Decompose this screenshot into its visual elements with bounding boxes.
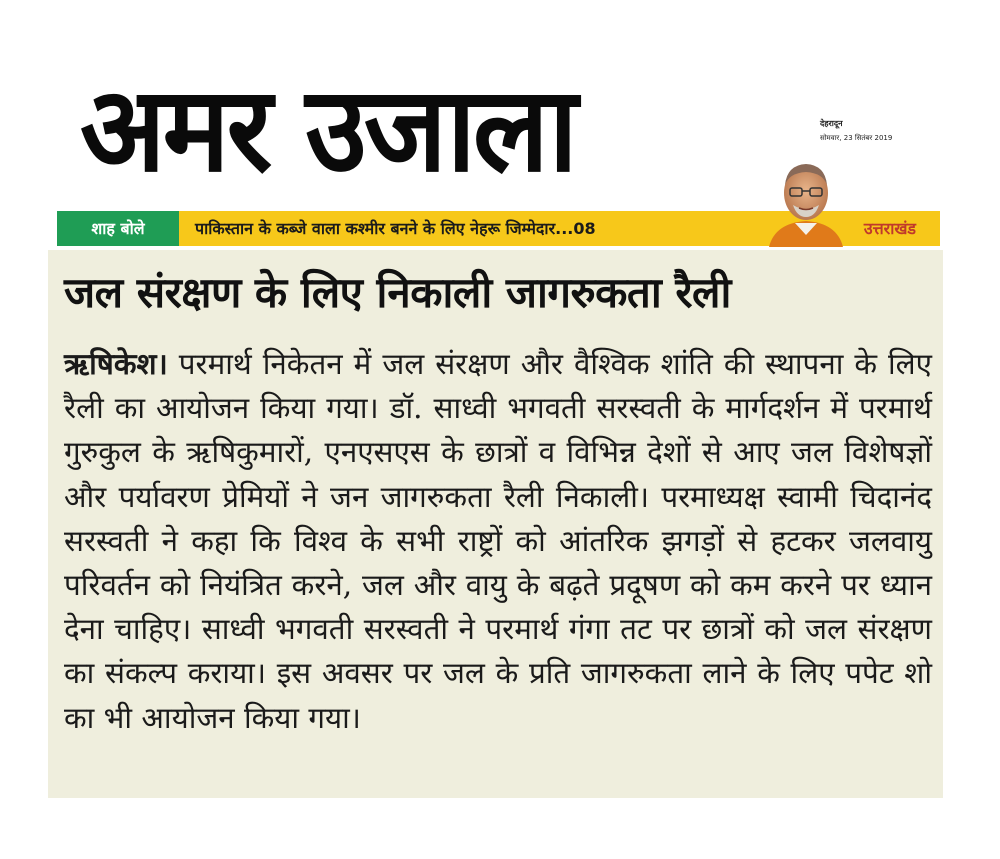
article-headline: जल संरक्षण के लिए निकाली जागरुकता रैली — [64, 268, 731, 317]
edition-city: देहरादून — [820, 119, 843, 128]
article-body — [64, 342, 932, 740]
strip-region: उत्तराखंड — [863, 219, 916, 238]
article — [48, 250, 943, 798]
strip-tag: शाह बोले — [57, 211, 179, 246]
portrait-image — [765, 155, 847, 247]
article-dateline: ऋषिकेश। — [64, 347, 168, 381]
portrait-photo — [765, 155, 847, 247]
masthead-logo: अमर उजाला — [80, 62, 575, 199]
edition-date: सोमवार, 23 सितंबर 2019 — [820, 134, 893, 142]
article-text: परमार्थ निकेतन में जल संरक्षण और वैश्विक शांति की स्थापना के लिए रैली का आयोजन किया गया। डॉ. साध्वी भगवती सरस्वती के मार्गदर्शन में परमार्थ गुरुकुल के ऋषिकुमारों, एनएसएस के छात्रों व विभिन्न देशों से आए जल विशेषज्ञों और पर्यावरण प्रेमियों ने जन जागरुकता रैली निकाली। परमाध्यक्ष स्वामी चिदानंद सरस्वती ने कहा कि विश्व के सभी राष्ट्रों को आंतरिक झगड़ों से हटकर जलवायु परिवर्तन को नियंत्रित करने, जल और वायु के बढ़ते प्रदूषण को कम करने पर ध्यान देना चाहिए। साध्वी भगवती सरस्वती ने परमार्थ गंगा तट पर छात्रों को जल संरक्षण का संकल्प कराया। इस अवसर पर जल के प्रति जागरुकता लाने के लिए पपेट शो का भी आयोजन किया गया। — [64, 347, 932, 735]
strip-headline: पाकिस्तान के कब्जे वाला कश्मीर बनने के लिए नेहरू जिम्मेदार...08 — [195, 219, 596, 238]
